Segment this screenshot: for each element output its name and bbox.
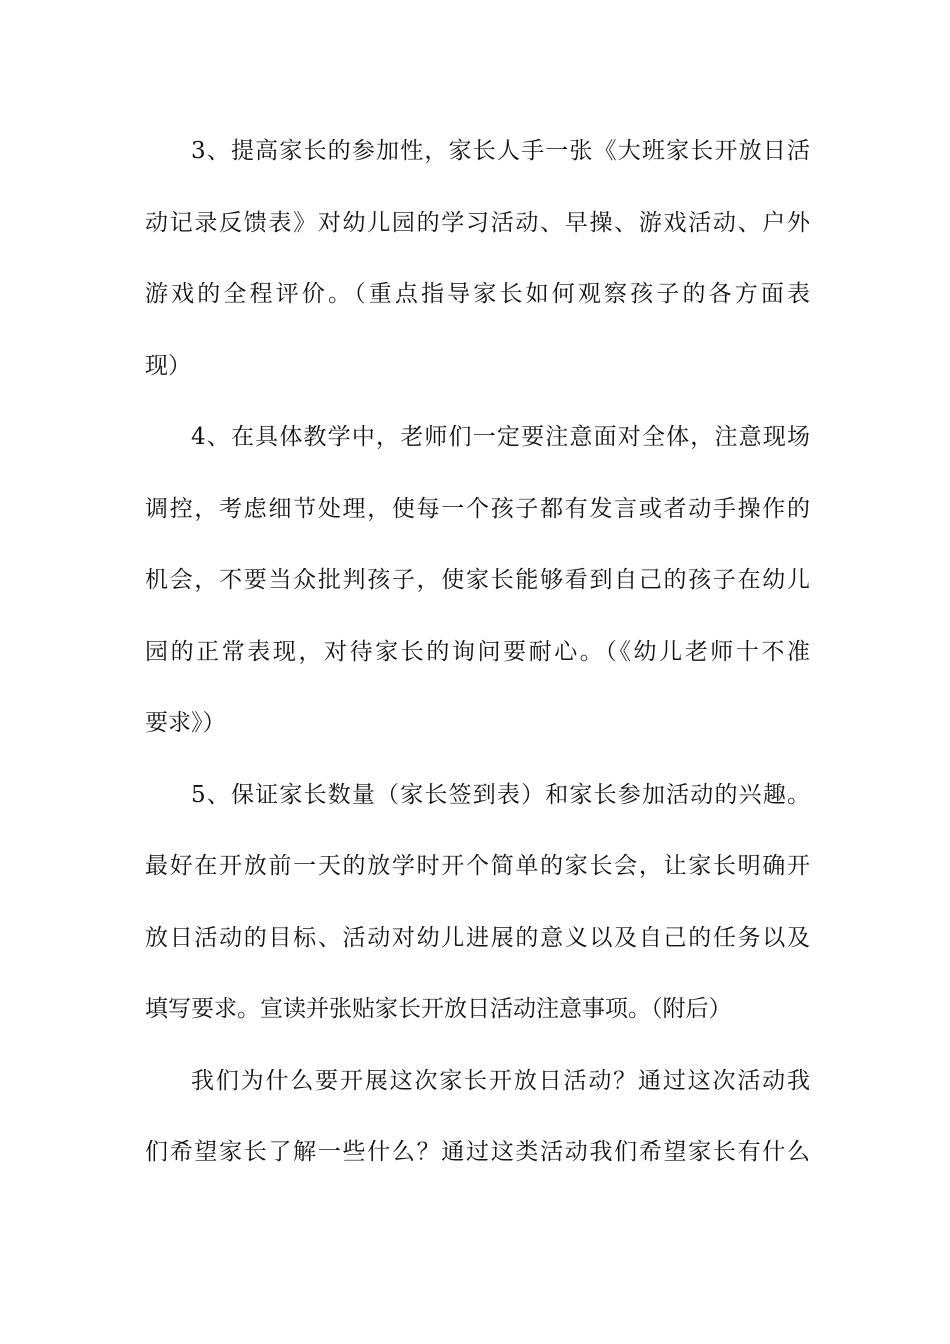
text-line: 要求》） [145,710,226,736]
text-line: 放日活动的目标、活动对幼儿进展的意义以及自己的任务以及 [145,924,810,951]
paragraph-3 [145,128,810,414]
text-line: 动记录反馈表》对幼儿园的学习活动、早操、游戏活动、户外 [145,209,810,236]
text-line: 4、在具体教学中，老师们一定要注意面对全体，注意现场 [191,424,810,450]
text-line: 3、提高家长的参加性，家长人手一张《大班家长开放日活 [191,138,810,164]
text-line: 机会，不要当众批判孩子，使家长能够看到自己的孩子在幼儿 [145,567,810,593]
text-line: 最好在开放前一天的放学时开个简单的家长会，让家长明确开 [145,853,810,879]
paragraph-4 [145,414,810,772]
paragraph-5 [145,772,810,1058]
text-line: 游戏的全程评价。（重点指导家长如何观察孩子的各方面表 [145,281,810,307]
document-body [145,128,810,1201]
text-line: 调控，考虑细节处理，使每一个孩子都有发言或者动手操作的 [145,495,810,522]
text-line: 填写要求。宣读并张贴家长开放日活动注意事项。（附后） [145,996,732,1022]
text-line: 现） [145,352,191,379]
text-line: 我们为什么要开展这次家长开放日活动？通过这次活动我 [191,1067,810,1094]
text-line: 园的正常表现，对待家长的询问要耐心。（《幼儿老师十不准 [145,638,810,665]
text-line: 5、保证家长数量（家长签到表）和家长参加活动的兴趣。 [191,781,810,808]
paragraph-why [145,1058,810,1201]
text-line: 们希望家长了解一些什么？通过这类活动我们希望家长有什么 [145,1139,810,1165]
